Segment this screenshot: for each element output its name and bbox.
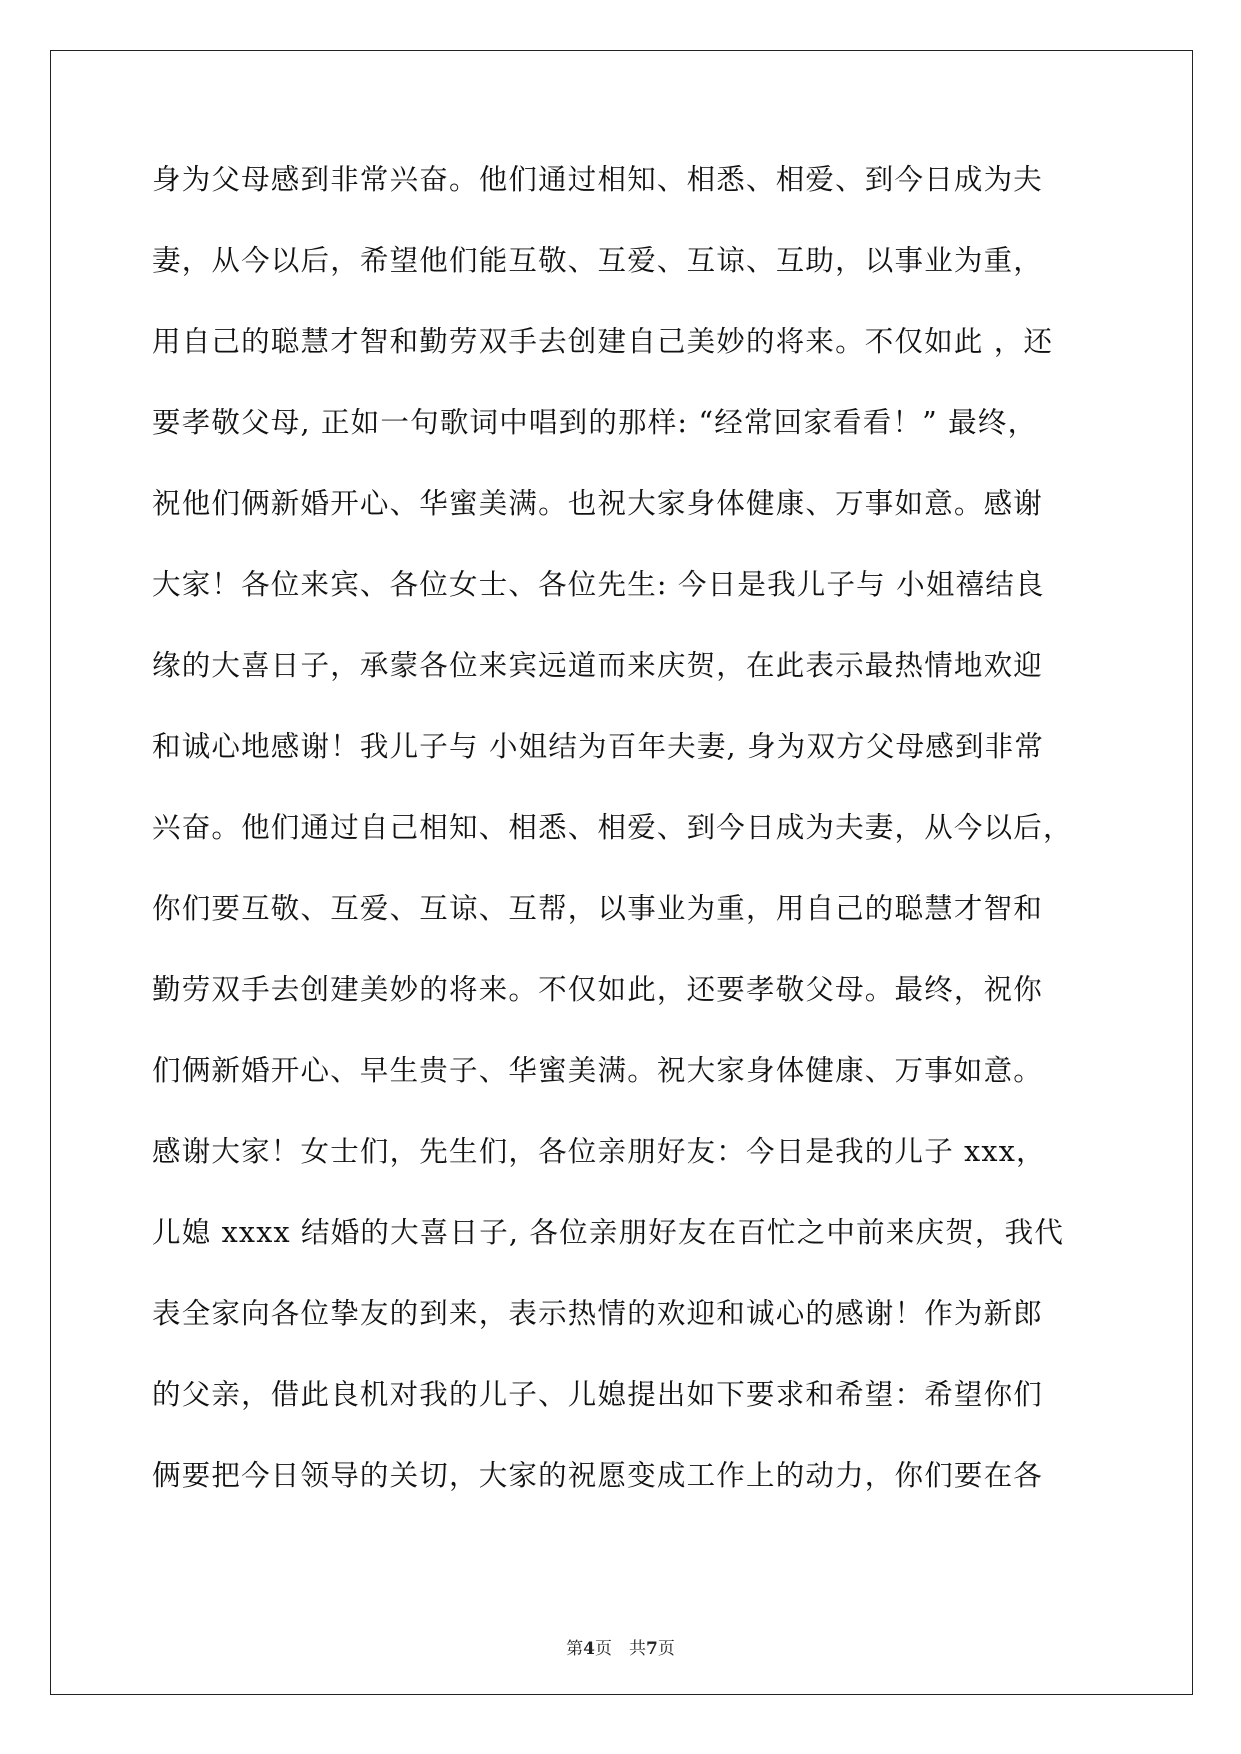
text-line: 勤劳双手去创建美妙的将来。不仅如此，还要孝敬父母。最终，祝你 (152, 973, 1044, 1006)
text-line: 大家！各位来宾、各位女士、各位先生: 今日是我儿子与 小姐禧结良 (152, 568, 1045, 601)
current-page-number: 4 (583, 1639, 595, 1659)
text-line: 儿媳 xxxx 结婚的大喜日子, 各位亲朋好友在百忙之中前来庆贺，我代 (152, 1216, 1065, 1249)
text-line: 你们要互敬、互爱、互谅、互帮，以事业为重，用自己的聪慧才智和 (152, 892, 1044, 925)
page-footer (0, 1634, 1241, 1659)
footer-suffix: 页 (657, 1639, 675, 1659)
text-line: 俩要把今日领导的关切，大家的祝愿变成工作上的动力，你们要在各 (152, 1459, 1044, 1492)
text-line: 身为父母感到非常兴奋。他们通过相知、相悉、相爱、到今日成为夫 (152, 163, 1044, 196)
text-line: 祝他们俩新婚开心、华蜜美满。也祝大家身体健康、万事如意。感谢 (152, 487, 1044, 520)
text-line: 表全家向各位挚友的到来，表示热情的欢迎和诚心的感谢！作为新郎 (152, 1297, 1044, 1330)
footer-prefix: 第 (566, 1639, 584, 1659)
text-line: 兴奋。他们通过自己相知、相悉、相爱、到今日成为夫妻，从今以后， (152, 811, 1073, 844)
text-line: 缘的大喜日子，承蒙各位来宾远道而来庆贺，在此表示最热情地欢迎 (152, 649, 1044, 682)
text-line: 要孝敬父母, 正如一句歌词中唱到的那样: “经常回家看看！” 最终， (152, 406, 1038, 439)
text-line: 感谢大家！女士们，先生们，各位亲朋好友：今日是我的儿子 xxx， (152, 1135, 1046, 1168)
body-text (152, 165, 1092, 1542)
total-pages-number: 7 (646, 1639, 658, 1659)
text-line: 的父亲，借此良机对我的儿子、儿媳提出如下要求和希望：希望你们 (152, 1378, 1044, 1411)
text-line: 妻，从今以后，希望他们能互敬、互爱、互谅、互助，以事业为重， (152, 244, 1044, 277)
text-line: 用自己的聪慧才智和勤劳双手去创建自己美妙的将来。不仅如此 ，还 (152, 325, 1054, 358)
text-line: 和诚心地感谢！我儿子与 小姐结为百年夫妻, 身为双方父母感到非常 (152, 730, 1045, 763)
text-line: 们俩新婚开心、早生贵子、华蜜美满。祝大家身体健康、万事如意。 (152, 1054, 1044, 1087)
footer-middle: 页 共 (595, 1639, 646, 1659)
